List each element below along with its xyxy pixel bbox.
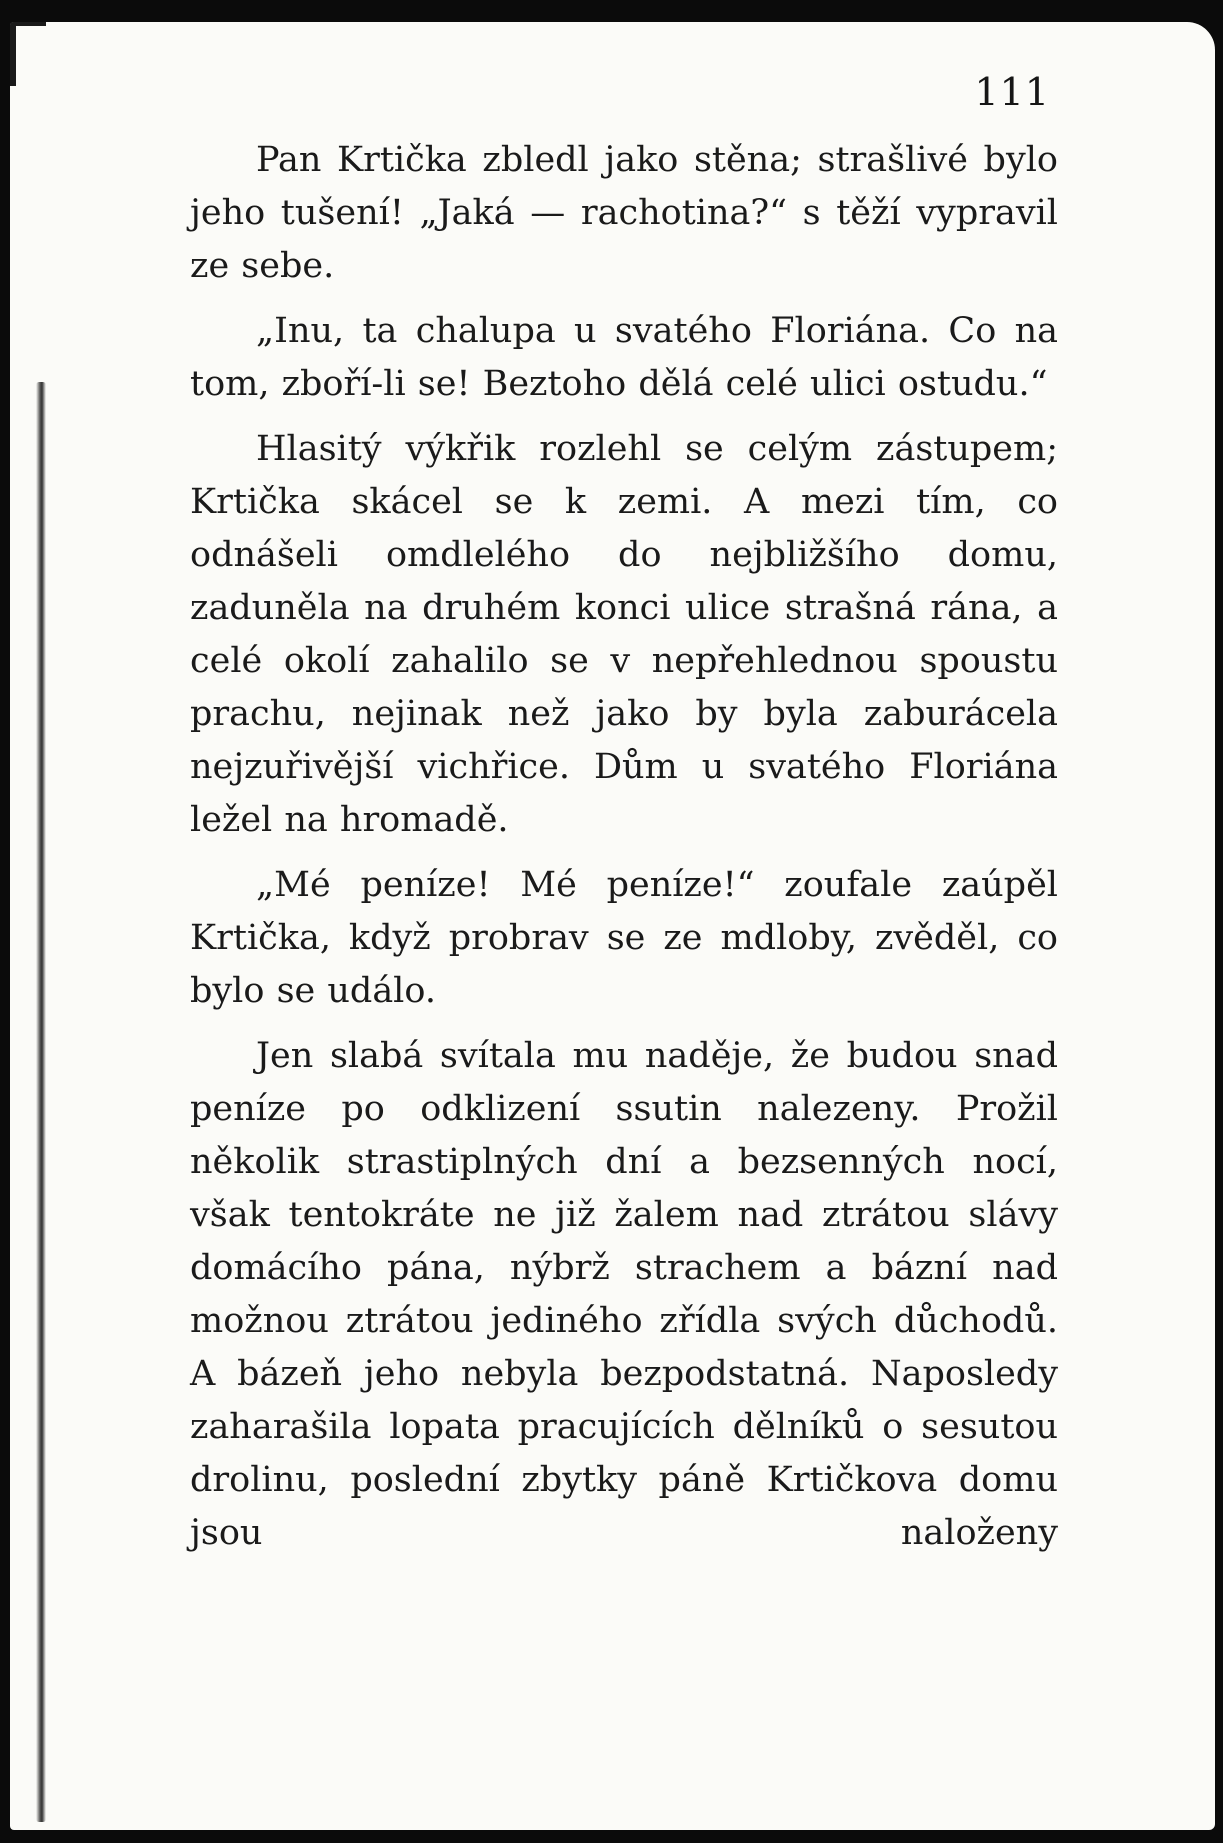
page-number: 111 xyxy=(974,70,1050,114)
paragraph-2: „Inu, ta chalupa u svatého Floriána. Co na tom, zboří-li se! Beztoho dělá celé ulici ostudu.“ xyxy=(190,311,1058,404)
paragraph-3: Hlasitý výkřik rozlehl se celým zástupem; Krtička skácel se k zemi. A mezi tím, co odnášeli omdlelého do nejbližšího domu, zaduněla na druhém konci ulice strašná rána, a celé okolí zahalilo se v nepřehlednou spoustu prachu, nejinak než jako by byla zaburácela nejzuřivější vichřice. Dům u svatého Floriána ležel na hromadě. xyxy=(190,429,1058,840)
paragraph-5: Jen slabá svítala mu naděje, že budou snad peníze po odklizení ssutin nalezeny. Prožil několik strastiplných dní a bezsenných nocí, však tentokráte ne již žalem nad ztrátou slávy domácího pána, nýbrž strachem a bázní nad možnou ztrátou jediného zřídla svých důchodů. A bázeň jeho nebyla bezpodstatná. Naposledy zaharašila lopata pracujících dělníků o sesutou drolinu, poslední zbytky páně Krtičkova domu jsou naloženy xyxy=(190,1036,1058,1553)
paragraph-1: Pan Krtička zbledl jako stěna; strašlivé bylo jeho tušení! „Jaká — rachotina?“ s těží vypravil ze sebe. xyxy=(190,140,1058,286)
binding-edge xyxy=(36,382,46,1822)
paragraph-4: „Mé peníze! Mé peníze!“ zoufale zaúpěl Krtička, když probrav se ze mdloby, zvěděl, co bylo se událo. xyxy=(190,865,1058,1011)
scan-corner-mark xyxy=(10,22,46,86)
book-page xyxy=(10,22,1215,1830)
body-text xyxy=(190,134,1058,1560)
